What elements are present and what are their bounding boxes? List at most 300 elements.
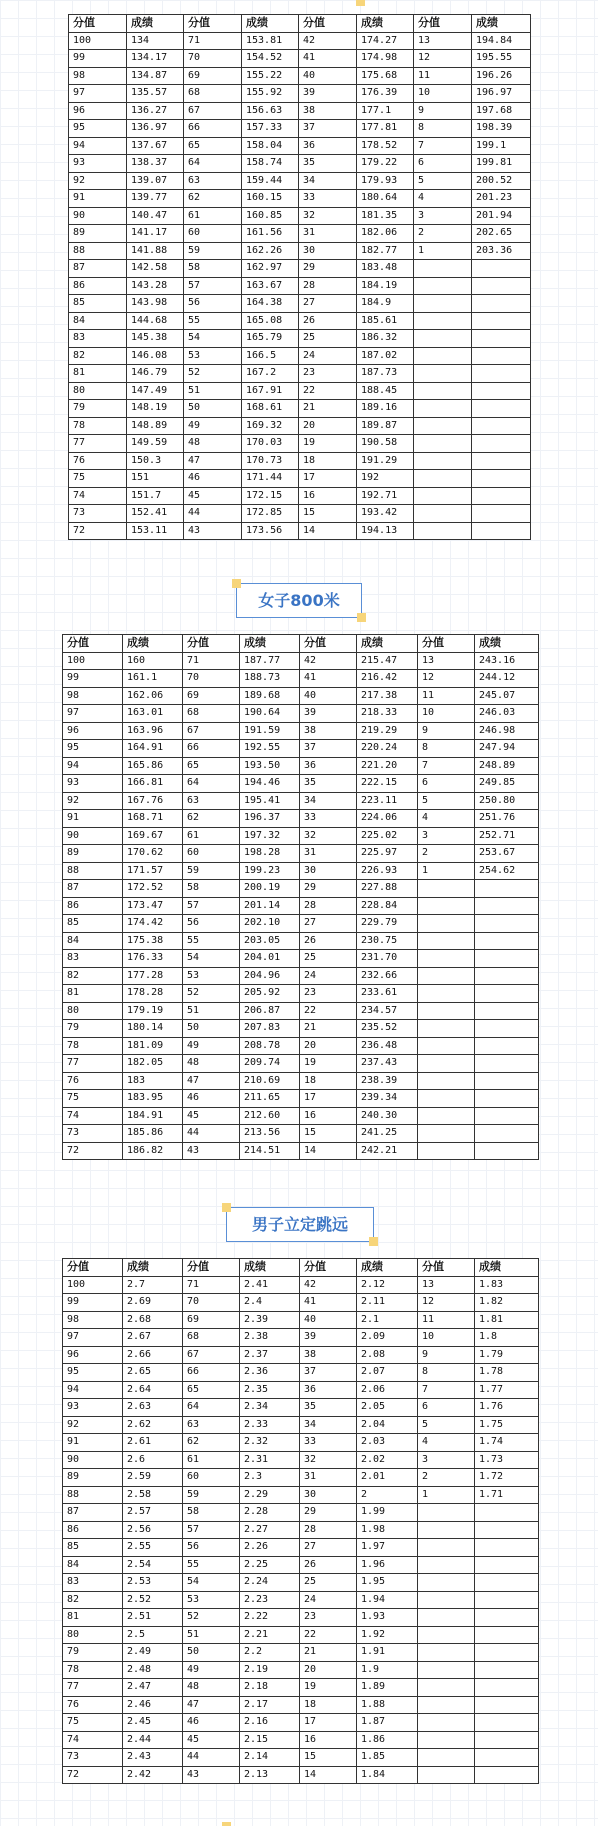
result-cell: 202.65 (472, 225, 531, 243)
result-cell: 187.77 (240, 652, 300, 670)
score-cell: 28 (300, 1521, 357, 1539)
header-result-col: 成绩 (472, 15, 531, 33)
result-cell: 1.92 (357, 1626, 418, 1644)
score-cell: 60 (184, 225, 242, 243)
result-cell (475, 985, 539, 1003)
score-cell: 34 (299, 172, 357, 190)
score-cell: 37 (300, 1364, 357, 1382)
result-cell: 2.2 (240, 1644, 300, 1662)
score-cell: 62 (184, 190, 242, 208)
result-cell: 160.15 (242, 190, 299, 208)
score-cell: 10 (418, 705, 475, 723)
score-cell: 41 (299, 50, 357, 68)
score-cell (418, 1661, 475, 1679)
result-cell: 194.84 (472, 32, 531, 50)
header-score-col: 分值 (183, 635, 240, 653)
result-cell: 217.38 (357, 687, 418, 705)
score-cell: 48 (183, 1055, 240, 1073)
table-row (63, 880, 539, 898)
score-cell (418, 1539, 475, 1557)
score-cell: 66 (183, 740, 240, 758)
result-cell: 252.71 (475, 827, 539, 845)
score-cell (418, 1574, 475, 1592)
result-cell: 2.51 (123, 1609, 183, 1627)
result-cell: 137.67 (127, 137, 184, 155)
score-cell: 44 (183, 1749, 240, 1767)
header-result-col: 成绩 (240, 635, 300, 653)
result-cell (475, 1766, 539, 1784)
result-cell (475, 967, 539, 985)
result-cell: 233.61 (357, 985, 418, 1003)
score-cell: 63 (183, 792, 240, 810)
score-cell (414, 347, 472, 365)
result-cell: 182.77 (357, 242, 414, 260)
header-score-col: 分值 (63, 1259, 123, 1277)
score-cell (418, 1626, 475, 1644)
score-cell: 82 (63, 1591, 123, 1609)
result-cell (472, 277, 531, 295)
score-cell: 98 (63, 1311, 123, 1329)
score-cell: 56 (183, 1539, 240, 1557)
result-cell: 2.53 (123, 1574, 183, 1592)
result-cell: 162.97 (242, 260, 299, 278)
result-cell: 2.34 (240, 1399, 300, 1417)
table-row (69, 522, 531, 540)
result-cell: 2.67 (123, 1329, 183, 1347)
result-cell (472, 522, 531, 540)
result-cell: 1.76 (475, 1399, 539, 1417)
score-cell: 64 (183, 775, 240, 793)
score-cell: 26 (300, 1556, 357, 1574)
table-row (69, 155, 531, 173)
result-cell: 135.57 (127, 85, 184, 103)
header-result-col: 成绩 (123, 635, 183, 653)
table-row (69, 277, 531, 295)
score-cell: 56 (184, 295, 242, 313)
result-cell: 238.39 (357, 1072, 418, 1090)
score-cell (418, 1020, 475, 1038)
result-cell (475, 1539, 539, 1557)
result-cell: 175.38 (123, 932, 183, 950)
score-cell: 93 (69, 155, 127, 173)
header-score-col: 分值 (184, 15, 242, 33)
result-cell (472, 295, 531, 313)
score-cell: 67 (184, 102, 242, 120)
result-cell: 248.89 (475, 757, 539, 775)
table-row (69, 67, 531, 85)
score-cell: 49 (183, 1037, 240, 1055)
score-cell (418, 1002, 475, 1020)
result-cell: 165.08 (242, 312, 299, 330)
score-cell: 37 (300, 740, 357, 758)
result-cell: 181.35 (357, 207, 414, 225)
result-cell: 160.85 (242, 207, 299, 225)
result-cell: 179.93 (357, 172, 414, 190)
score-cell: 73 (63, 1125, 123, 1143)
table-row (63, 845, 539, 863)
score-cell: 50 (183, 1644, 240, 1662)
score-cell: 65 (183, 1381, 240, 1399)
result-cell: 1.8 (475, 1329, 539, 1347)
score-cell: 84 (69, 312, 127, 330)
score-cell: 60 (183, 1469, 240, 1487)
result-cell: 203.36 (472, 242, 531, 260)
result-cell (475, 1749, 539, 1767)
result-cell: 192.55 (240, 740, 300, 758)
result-cell (475, 1556, 539, 1574)
result-cell: 2.15 (240, 1731, 300, 1749)
result-cell: 232.66 (357, 967, 418, 985)
score-cell: 66 (183, 1364, 240, 1382)
score-cell: 54 (184, 330, 242, 348)
result-cell: 249.85 (475, 775, 539, 793)
score-cell: 14 (299, 522, 357, 540)
table-row (63, 1125, 539, 1143)
score-cell (414, 312, 472, 330)
score-cell: 4 (418, 810, 475, 828)
table-row (63, 1002, 539, 1020)
score-cell: 89 (63, 1469, 123, 1487)
table-row (63, 670, 539, 688)
score-cell (418, 1090, 475, 1108)
header-result-col: 成绩 (242, 15, 299, 33)
score-cell: 81 (63, 985, 123, 1003)
score-cell: 98 (63, 687, 123, 705)
result-cell: 1.96 (357, 1556, 418, 1574)
score-cell: 56 (183, 915, 240, 933)
table-header-row (63, 1259, 539, 1277)
result-cell: 151.7 (127, 487, 184, 505)
score-cell (418, 1556, 475, 1574)
score-cell: 43 (183, 1142, 240, 1160)
score-cell: 17 (299, 470, 357, 488)
score-cell: 46 (183, 1090, 240, 1108)
result-cell: 230.75 (357, 932, 418, 950)
score-cell: 4 (418, 1434, 475, 1452)
table-row (63, 1434, 539, 1452)
result-cell: 150.3 (127, 452, 184, 470)
result-cell: 2.25 (240, 1556, 300, 1574)
header-score-col: 分值 (63, 635, 123, 653)
score-cell: 65 (183, 757, 240, 775)
result-cell: 193.50 (240, 757, 300, 775)
result-cell: 2.64 (123, 1381, 183, 1399)
score-cell: 59 (184, 242, 242, 260)
result-cell: 2.16 (240, 1714, 300, 1732)
table-row (69, 32, 531, 50)
score-cell: 30 (300, 1486, 357, 1504)
score-cell: 49 (183, 1661, 240, 1679)
result-cell: 163.01 (123, 705, 183, 723)
score-cell: 68 (183, 1329, 240, 1347)
score-cell: 55 (184, 312, 242, 330)
score-cell: 72 (69, 522, 127, 540)
score-cell (418, 1714, 475, 1732)
result-cell: 178.28 (123, 985, 183, 1003)
result-cell: 173.56 (242, 522, 299, 540)
header-result-col: 成绩 (475, 1259, 539, 1277)
score-cell: 94 (69, 137, 127, 155)
score-cell: 35 (300, 775, 357, 793)
result-cell: 207.83 (240, 1020, 300, 1038)
result-cell: 219.29 (357, 722, 418, 740)
score-cell: 32 (300, 1451, 357, 1469)
result-cell: 225.02 (357, 827, 418, 845)
result-cell: 1.9 (357, 1661, 418, 1679)
result-cell: 2.18 (240, 1679, 300, 1697)
score-cell: 62 (183, 810, 240, 828)
table-row (69, 50, 531, 68)
result-cell: 140.47 (127, 207, 184, 225)
score-cell: 23 (300, 985, 357, 1003)
section-title-men-standing-long-jump (226, 1207, 374, 1242)
score-cell: 5 (414, 172, 472, 190)
result-cell: 213.56 (240, 1125, 300, 1143)
score-cell: 67 (183, 1346, 240, 1364)
score-cell: 75 (63, 1090, 123, 1108)
score-cell (418, 1072, 475, 1090)
result-cell: 191.59 (240, 722, 300, 740)
result-cell: 185.86 (123, 1125, 183, 1143)
score-cell: 12 (414, 50, 472, 68)
result-cell: 143.98 (127, 295, 184, 313)
score-cell (414, 365, 472, 383)
score-cell: 35 (299, 155, 357, 173)
result-cell (475, 1504, 539, 1522)
result-cell: 149.59 (127, 435, 184, 453)
result-cell: 1.75 (475, 1416, 539, 1434)
score-cell: 9 (414, 102, 472, 120)
score-cell: 80 (63, 1002, 123, 1020)
result-cell: 163.96 (123, 722, 183, 740)
score-cell: 22 (300, 1626, 357, 1644)
result-cell: 194.13 (357, 522, 414, 540)
score-cell: 39 (300, 1329, 357, 1347)
table-row (63, 1020, 539, 1038)
score-cell: 100 (63, 1276, 123, 1294)
result-cell (475, 1591, 539, 1609)
table-row (63, 757, 539, 775)
result-cell: 144.68 (127, 312, 184, 330)
score-cell: 38 (299, 102, 357, 120)
result-cell (472, 347, 531, 365)
score-cell: 83 (69, 330, 127, 348)
result-cell: 2.62 (123, 1416, 183, 1434)
result-cell (472, 487, 531, 505)
result-cell: 185.61 (357, 312, 414, 330)
bottom-decoration (222, 1822, 231, 1826)
table-row (69, 435, 531, 453)
score-cell (414, 382, 472, 400)
table-row (69, 295, 531, 313)
table-row (63, 1766, 539, 1784)
score-cell: 51 (183, 1002, 240, 1020)
score-table-men-standing-long-jump (62, 1258, 539, 1784)
score-cell: 15 (300, 1125, 357, 1143)
result-cell: 164.38 (242, 295, 299, 313)
score-cell: 78 (63, 1661, 123, 1679)
score-cell: 49 (184, 417, 242, 435)
score-cell: 91 (63, 810, 123, 828)
result-cell (475, 1714, 539, 1732)
result-cell: 168.61 (242, 400, 299, 418)
result-cell (475, 1020, 539, 1038)
header-score-col: 分值 (418, 635, 475, 653)
result-cell: 240.30 (357, 1107, 418, 1125)
result-cell: 243.16 (475, 652, 539, 670)
table-row (63, 950, 539, 968)
result-cell: 187.02 (357, 347, 414, 365)
result-cell: 2 (357, 1486, 418, 1504)
score-cell: 22 (300, 1002, 357, 1020)
result-cell: 183.95 (123, 1090, 183, 1108)
score-cell (414, 417, 472, 435)
result-cell: 176.33 (123, 950, 183, 968)
table-row (63, 1486, 539, 1504)
score-cell: 92 (69, 172, 127, 190)
table-row (63, 775, 539, 793)
table-row (69, 365, 531, 383)
result-cell: 1.89 (357, 1679, 418, 1697)
score-cell: 11 (414, 67, 472, 85)
score-cell: 9 (418, 722, 475, 740)
score-cell: 26 (300, 932, 357, 950)
result-cell: 212.60 (240, 1107, 300, 1125)
result-cell: 2.48 (123, 1661, 183, 1679)
result-cell: 159.44 (242, 172, 299, 190)
score-cell: 13 (418, 652, 475, 670)
table-row (69, 137, 531, 155)
result-cell: 220.24 (357, 740, 418, 758)
score-cell: 19 (300, 1055, 357, 1073)
score-cell (418, 1749, 475, 1767)
result-cell: 198.28 (240, 845, 300, 863)
score-cell (414, 295, 472, 313)
title-corner-decoration (357, 613, 366, 622)
table-row (63, 1644, 539, 1662)
score-cell: 21 (300, 1020, 357, 1038)
score-cell: 76 (69, 452, 127, 470)
result-cell: 165.79 (242, 330, 299, 348)
table-row (63, 1661, 539, 1679)
result-cell: 241.25 (357, 1125, 418, 1143)
score-cell: 64 (183, 1399, 240, 1417)
result-cell: 141.17 (127, 225, 184, 243)
score-cell (418, 1037, 475, 1055)
result-cell: 1.94 (357, 1591, 418, 1609)
score-cell: 71 (183, 652, 240, 670)
score-cell: 79 (63, 1644, 123, 1662)
score-cell: 2 (418, 845, 475, 863)
result-cell: 2.05 (357, 1399, 418, 1417)
score-cell: 85 (69, 295, 127, 313)
result-cell: 168.71 (123, 810, 183, 828)
result-cell (475, 1609, 539, 1627)
result-cell (472, 330, 531, 348)
score-cell: 87 (63, 1504, 123, 1522)
score-cell: 16 (300, 1731, 357, 1749)
result-cell: 2.03 (357, 1434, 418, 1452)
result-cell: 225.97 (357, 845, 418, 863)
result-cell: 196.97 (472, 85, 531, 103)
result-cell: 189.68 (240, 687, 300, 705)
score-cell: 7 (418, 1381, 475, 1399)
score-cell: 93 (63, 775, 123, 793)
table-row (69, 400, 531, 418)
score-cell: 40 (299, 67, 357, 85)
table-row (63, 1037, 539, 1055)
table-row (63, 1381, 539, 1399)
result-cell: 162.06 (123, 687, 183, 705)
result-cell: 2.22 (240, 1609, 300, 1627)
score-cell: 1 (418, 1486, 475, 1504)
score-cell: 99 (69, 50, 127, 68)
table-row (63, 1504, 539, 1522)
score-cell: 18 (300, 1696, 357, 1714)
score-cell: 81 (63, 1609, 123, 1627)
result-cell: 2.54 (123, 1556, 183, 1574)
score-cell: 5 (418, 792, 475, 810)
result-cell: 136.97 (127, 120, 184, 138)
table-row (63, 792, 539, 810)
score-cell: 2 (414, 225, 472, 243)
result-cell: 2.61 (123, 1434, 183, 1452)
result-cell: 2.33 (240, 1416, 300, 1434)
result-cell: 170.03 (242, 435, 299, 453)
result-cell: 2.09 (357, 1329, 418, 1347)
result-cell: 2.04 (357, 1416, 418, 1434)
score-cell (418, 1055, 475, 1073)
result-cell: 176.39 (357, 85, 414, 103)
result-cell: 2.13 (240, 1766, 300, 1784)
table-row (63, 1539, 539, 1557)
result-cell (472, 435, 531, 453)
result-cell: 139.07 (127, 172, 184, 190)
score-cell: 57 (184, 277, 242, 295)
result-cell: 171.44 (242, 470, 299, 488)
result-cell: 167.2 (242, 365, 299, 383)
result-cell: 1.73 (475, 1451, 539, 1469)
result-cell: 155.92 (242, 85, 299, 103)
result-cell: 211.65 (240, 1090, 300, 1108)
score-cell: 29 (300, 880, 357, 898)
result-cell: 195.41 (240, 792, 300, 810)
table-row (69, 452, 531, 470)
result-cell: 177.1 (357, 102, 414, 120)
score-cell: 1 (414, 242, 472, 260)
score-cell: 36 (300, 757, 357, 775)
result-cell: 193.42 (357, 505, 414, 523)
score-cell: 87 (63, 880, 123, 898)
result-cell: 245.07 (475, 687, 539, 705)
result-cell (475, 1626, 539, 1644)
result-cell: 174.27 (357, 32, 414, 50)
header-score-col: 分值 (69, 15, 127, 33)
result-cell: 148.19 (127, 400, 184, 418)
table-row (63, 1090, 539, 1108)
score-cell: 5 (418, 1416, 475, 1434)
result-cell: 184.91 (123, 1107, 183, 1125)
table-row (63, 1364, 539, 1382)
score-cell: 99 (63, 670, 123, 688)
result-cell: 2.59 (123, 1469, 183, 1487)
score-cell (414, 522, 472, 540)
result-cell: 199.23 (240, 862, 300, 880)
result-cell: 148.89 (127, 417, 184, 435)
score-cell: 63 (183, 1416, 240, 1434)
result-cell: 151 (127, 470, 184, 488)
score-cell: 6 (418, 775, 475, 793)
